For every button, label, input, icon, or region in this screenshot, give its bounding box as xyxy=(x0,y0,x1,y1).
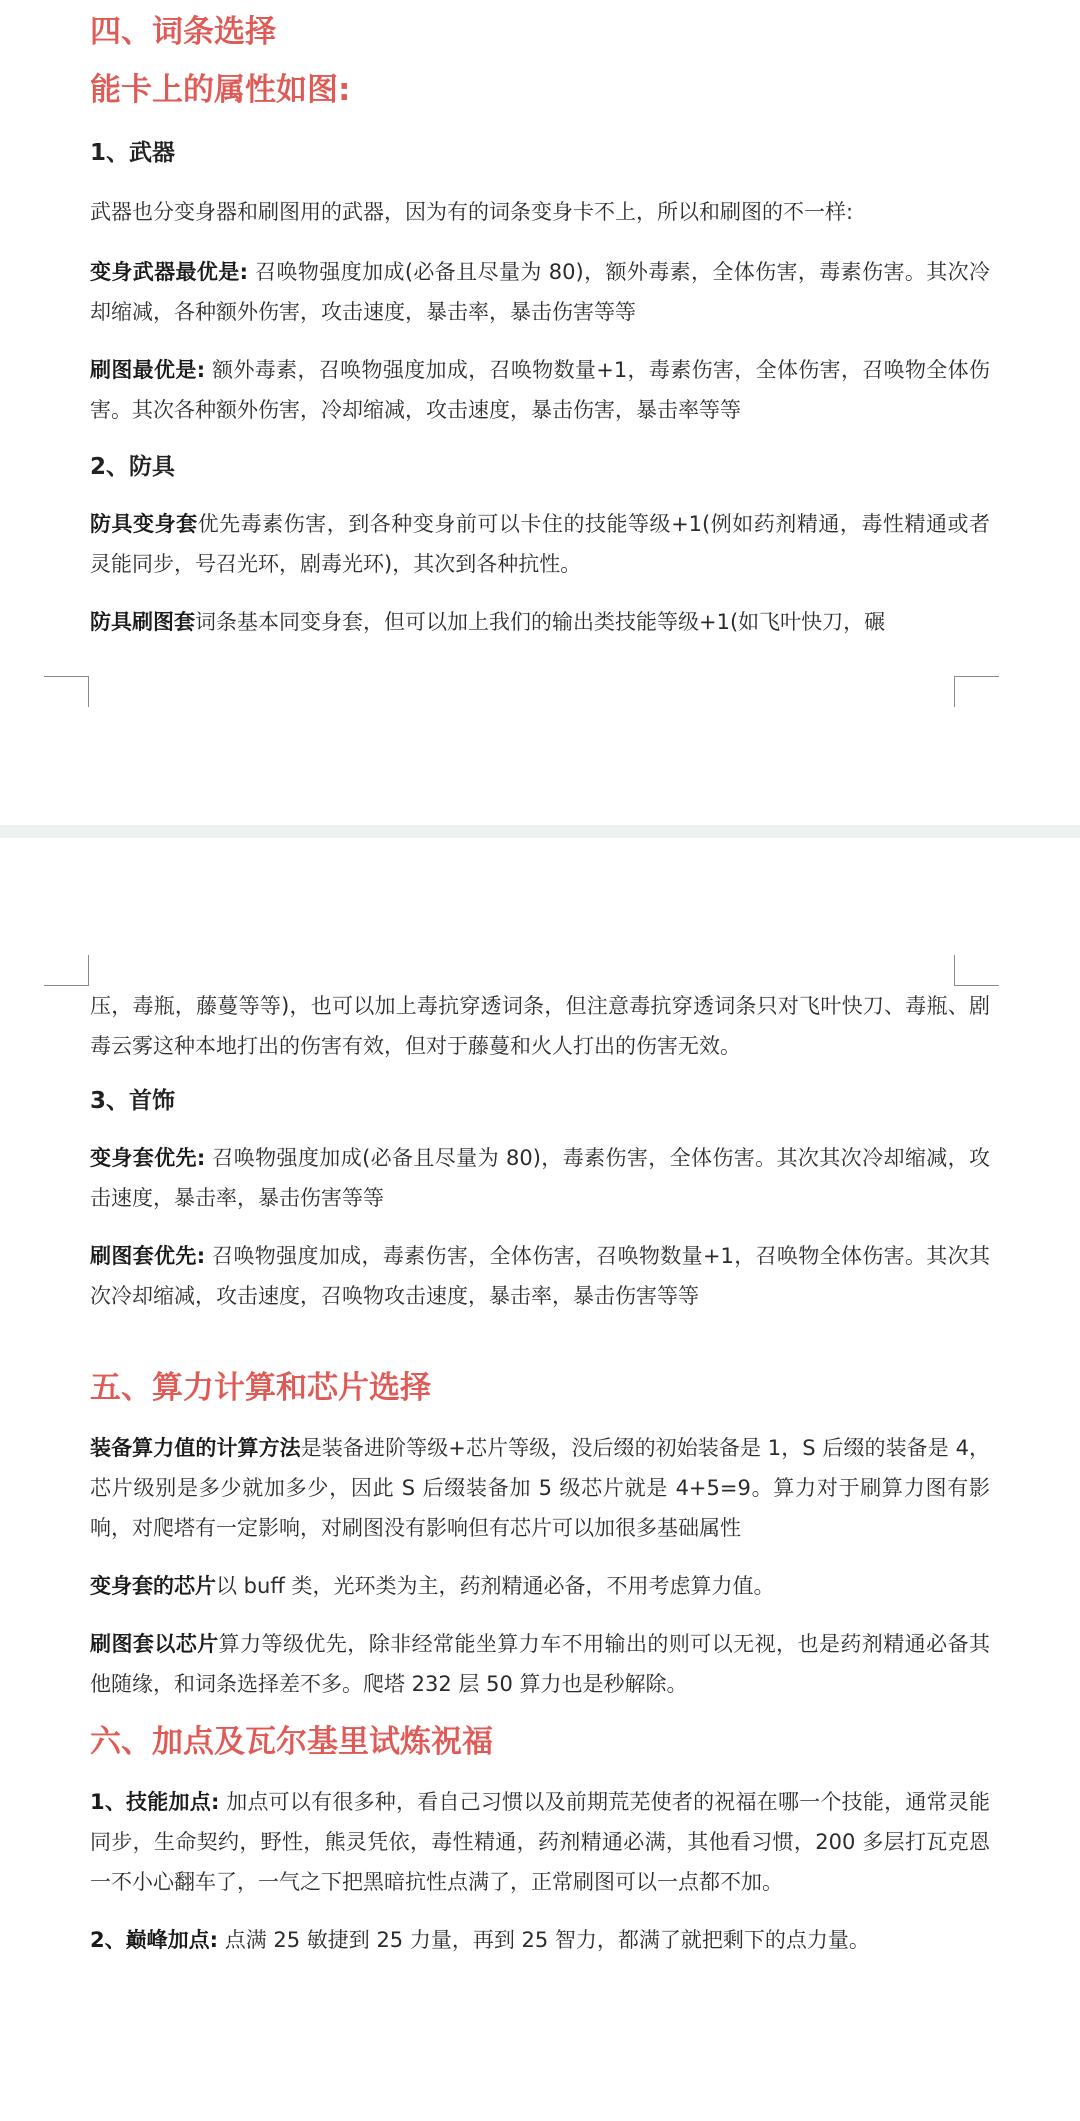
weapon-heading: 1、武器 xyxy=(90,140,176,166)
transform-weapon-text: 召唤物强度加成(必备且尽量为 80)，额外毒素，全体伤害，毒素伤害。其次冷却缩减，各种额外伤害，攻击速度，暴击率，暴击伤害等等 xyxy=(90,260,990,324)
jewelry-transform-label: 变身套优先: xyxy=(90,1146,206,1170)
jewelry-transform-text: 召唤物强度加成(必备且尽量为 80)，毒素伤害，全体伤害。其次其次冷却缩减，攻击速度，暴击率，暴击伤害等等 xyxy=(90,1146,990,1210)
skill-points-paragraph xyxy=(90,1782,990,1902)
farm-weapon-label: 刷图最优是: xyxy=(90,358,206,382)
chip-farm-text: 算力等级优先，除非经常能坐算力车不用输出的则可以无视，也是药剂精通必备其他随缘，和词条选择差不多。爬塔 232 层 50 算力也是秒解除。 xyxy=(90,1632,991,1696)
armor-farm-paragraph-part2: 压，毒瓶，藤蔓等等)，也可以加上毒抗穿透词条，但注意毒抗穿透词条只对飞叶快刀、毒瓶、剧毒云雾这种本地打出的伤害有效，但对于藤蔓和火人打出的伤害无效。 xyxy=(90,994,990,1058)
section-6-title: 六、加点及瓦尔基里试炼祝福 xyxy=(90,1724,493,1760)
armor-farm-text-part1: 词条基本同变身套，但可以加上我们的输出类技能等级+1(如飞叶快刀，碾 xyxy=(195,610,886,634)
armor-transform-text: 优先毒素伤害，到各种变身前可以卡住的技能等级+1(例如药剂精通，毒性精通或者灵能同步，号召光环，剧毒光环)，其次到各种抗性。 xyxy=(90,512,990,576)
page-corner-mark-top-left xyxy=(44,955,89,986)
document-page-2 xyxy=(0,838,1080,2121)
peak-points-label: 2、巅峰加点: xyxy=(90,1928,219,1952)
jewelry-transform-paragraph xyxy=(90,1138,990,1218)
skill-points-text: 加点可以有很多种，看自己习惯以及前期荒芜使者的祝福在哪一个技能，通常灵能同步，生命契约，野性，熊灵凭依，毒性精通，药剂精通必满，其他看习惯，200 多层打瓦克恩一不小心翻车了，一气之下把黑暗抗性点满了，正常刷图可以一点都不加。 xyxy=(90,1790,990,1894)
section-4-subtitle: 能卡上的属性如图: xyxy=(90,72,351,108)
chip-transform-text: 以 buff 类，光环类为主，药剂精通必备，不用考虑算力值。 xyxy=(216,1574,775,1598)
farm-weapon-paragraph xyxy=(90,350,990,430)
jewelry-farm-text: 召唤物强度加成，毒素伤害，全体伤害，召唤物数量+1，召唤物全体伤害。其次其次冷却缩减，攻击速度，召唤物攻击速度，暴击率，暴击伤害等等 xyxy=(90,1244,990,1308)
page-break-gap xyxy=(0,825,1080,838)
document-page-1 xyxy=(0,0,1080,825)
skill-points-label: 1、技能加点: xyxy=(90,1790,220,1814)
page-corner-mark-top-right xyxy=(954,955,999,986)
peak-points-text: 点满 25 敏捷到 25 力量，再到 25 智力，都满了就把剩下的点力量。 xyxy=(218,1928,870,1952)
page-corner-mark-bottom-left xyxy=(44,676,89,707)
chip-transform-label: 变身套的芯片 xyxy=(90,1574,216,1598)
page-1-content xyxy=(90,10,990,642)
section-5-title: 五、算力计算和芯片选择 xyxy=(90,1370,431,1406)
chip-transform-paragraph xyxy=(90,1566,990,1606)
page-2-content xyxy=(90,986,990,1960)
calc-paragraph xyxy=(90,1428,990,1548)
armor-farm-paragraph-part1 xyxy=(90,602,990,642)
page-corner-mark-bottom-right xyxy=(954,676,999,707)
jewelry-heading: 3、首饰 xyxy=(90,1088,176,1114)
farm-weapon-text: 额外毒素，召唤物强度加成，召唤物数量+1，毒素伤害，全体伤害，召唤物全体伤害。其次各种额外伤害，冷却缩减，攻击速度，暴击伤害，暴击率等等 xyxy=(90,358,990,422)
calc-text: 是装备进阶等级+芯片等级，没后缀的初始装备是 1，S 后缀的装备是 4，芯片级别是多少就加多少，因此 S 后缀装备加 5 级芯片就是 4+5=9。算力对于刷算力图有影响，对爬塔有一定影响，对刷图没有影响但有芯片可以加很多基础属性 xyxy=(90,1436,991,1540)
chip-farm-label: 刷图套以芯片 xyxy=(90,1632,219,1656)
armor-transform-label: 防具变身套 xyxy=(90,512,198,536)
armor-heading: 2、防具 xyxy=(90,454,176,480)
transform-weapon-paragraph xyxy=(90,252,990,332)
calc-label: 装备算力值的计算方法 xyxy=(90,1436,301,1460)
weapon-intro: 武器也分变身器和刷图用的武器，因为有的词条变身卡不上，所以和刷图的不一样: xyxy=(90,200,854,224)
transform-weapon-label: 变身武器最优是: xyxy=(90,260,249,284)
chip-farm-paragraph xyxy=(90,1624,990,1704)
armor-farm-label: 防具刷图套 xyxy=(90,610,195,634)
peak-points-paragraph xyxy=(90,1920,990,1960)
armor-transform-paragraph xyxy=(90,504,990,584)
section-4-title: 四、词条选择 xyxy=(90,14,276,50)
jewelry-farm-paragraph xyxy=(90,1236,990,1316)
jewelry-farm-label: 刷图套优先: xyxy=(90,1244,206,1268)
